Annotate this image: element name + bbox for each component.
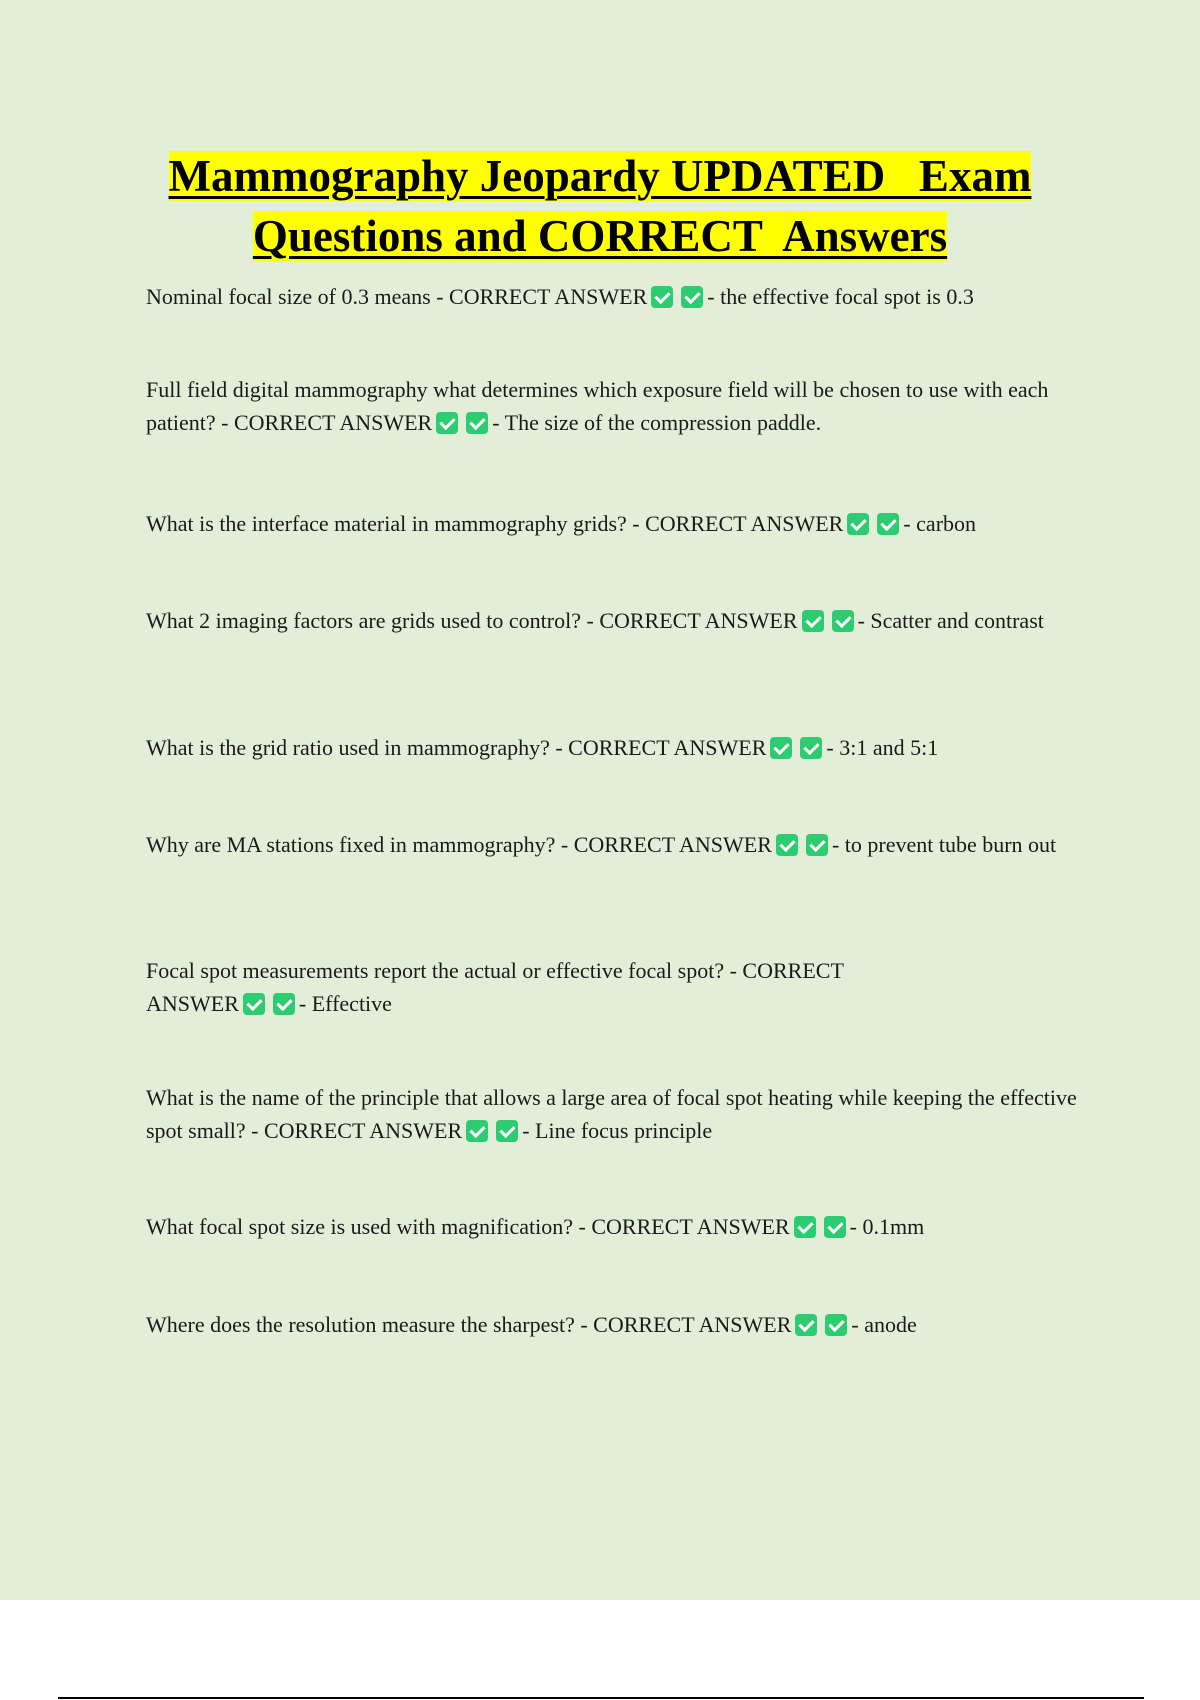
correct-answer-label: CORRECT ANSWER (233, 410, 433, 435)
answer-text: - Line focus principle (522, 1118, 713, 1143)
qa-item-10 (146, 1308, 1096, 1341)
answer-text: - Effective (298, 991, 392, 1016)
check-mark-icon (825, 1314, 847, 1336)
correct-answer-label: CORRECT ANSWER (449, 284, 648, 309)
title-line-2: Questions and CORRECT Answers (252, 211, 948, 261)
qa-item-5 (146, 731, 1096, 764)
check-mark-icon (832, 610, 854, 632)
check-mark-icon (800, 737, 822, 759)
question-text: Full field digital mammography what determines which exposure field will be chosen to use with each patient? - (146, 377, 1049, 435)
correct-answer-label: CORRECT ANSWER (146, 958, 844, 1016)
qa-item-2 (146, 373, 1096, 439)
question-text: What 2 imaging factors are grids used to control? - (146, 608, 600, 633)
answer-text: - anode (851, 1312, 917, 1337)
check-mark-icon (794, 1216, 816, 1238)
question-text: Where does the resolution measure the sharpest? - (146, 1312, 594, 1337)
answer-text: - carbon (903, 511, 977, 536)
answer-text: - to prevent tube burn out (831, 832, 1057, 857)
correct-answer-label: CORRECT ANSWER (568, 735, 767, 760)
check-mark-icon (877, 513, 899, 535)
question-text: What is the name of the principle that allows a large area of focal spot heating while keeping the effective spot small? - (146, 1085, 1077, 1143)
check-mark-icon (806, 834, 828, 856)
check-mark-icon (847, 513, 869, 535)
check-mark-icon (770, 737, 792, 759)
check-mark-icon (273, 993, 295, 1015)
qa-item-3 (146, 507, 1096, 540)
correct-answer-label: CORRECT ANSWER (591, 1214, 790, 1239)
answer-text: - Scatter and contrast (857, 608, 1044, 633)
question-text: What is the grid ratio used in mammography? - (146, 735, 569, 760)
qa-item-1 (146, 280, 1096, 313)
question-text: Why are MA stations fixed in mammography? - (146, 832, 574, 857)
check-mark-icon (776, 834, 798, 856)
answer-text: - The size of the compression paddle. (492, 410, 822, 435)
check-mark-icon (802, 610, 824, 632)
check-mark-icon (795, 1314, 817, 1336)
correct-answer-label: CORRECT ANSWER (573, 832, 772, 857)
answer-text: - the effective focal spot is 0.3 (707, 284, 974, 309)
correct-answer-label: CORRECT ANSWER (645, 511, 844, 536)
check-mark-icon (243, 993, 265, 1015)
qa-item-9 (146, 1210, 1096, 1243)
check-mark-icon (496, 1120, 518, 1142)
title-line-1: Mammography Jeopardy UPDATED Exam (168, 151, 1032, 201)
question-text: What is the interface material in mammography grids? - (146, 511, 646, 536)
correct-answer-label: CORRECT ANSWER (593, 1312, 792, 1337)
check-mark-icon (651, 286, 673, 308)
question-text: What focal spot size is used with magnification? - (146, 1214, 592, 1239)
qa-item-7 (146, 954, 926, 1020)
check-mark-icon (466, 412, 488, 434)
correct-answer-label: CORRECT ANSWER (599, 608, 798, 633)
qa-item-8 (146, 1081, 1096, 1147)
document-title (100, 146, 1100, 266)
qa-item-4 (146, 604, 1096, 637)
check-mark-icon (681, 286, 703, 308)
check-mark-icon (466, 1120, 488, 1142)
qa-item-6 (146, 828, 1096, 861)
answer-text: - 3:1 and 5:1 (826, 735, 939, 760)
question-text: Focal spot measurements report the actual or effective focal spot? - (146, 958, 743, 983)
check-mark-icon (436, 412, 458, 434)
answer-text: - 0.1mm (849, 1214, 925, 1239)
check-mark-icon (824, 1216, 846, 1238)
correct-answer-label: CORRECT ANSWER (263, 1118, 463, 1143)
footer-divider (58, 1697, 1144, 1699)
question-text: Nominal focal size of 0.3 means - (146, 284, 450, 309)
